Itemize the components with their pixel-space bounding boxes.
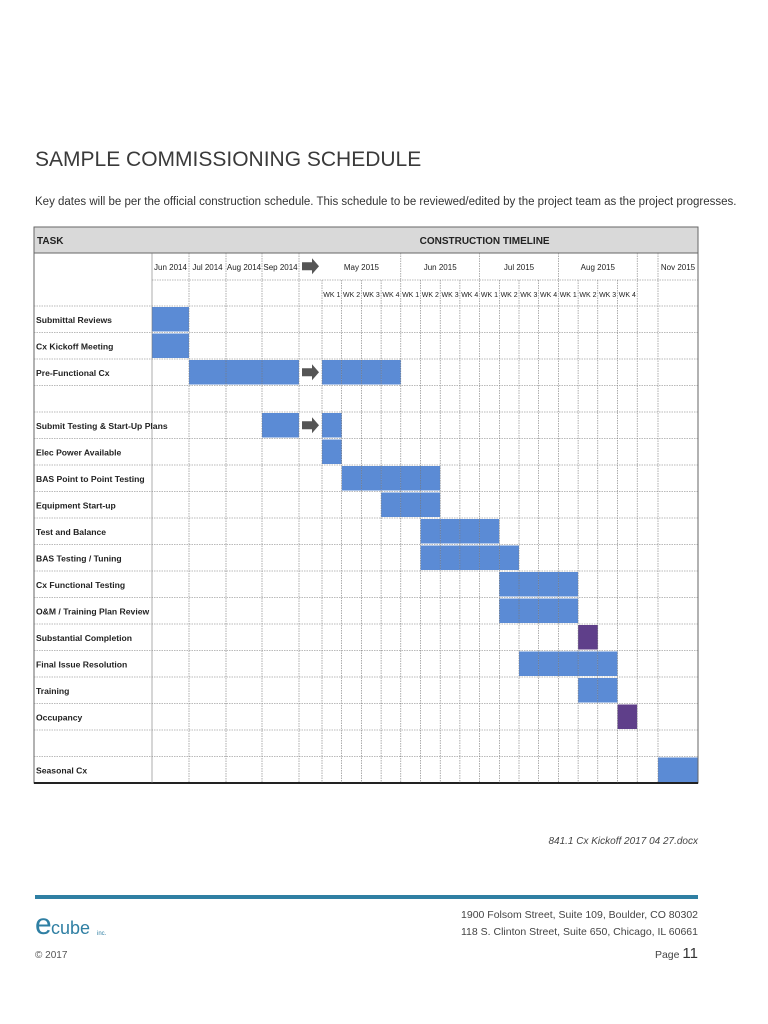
task-label: Elec Power Available (36, 447, 122, 458)
gantt-bar (499, 599, 519, 624)
arrow-icon (302, 417, 319, 433)
week-label: WK 4 (539, 292, 558, 299)
gantt-bar (262, 413, 299, 438)
gantt-bar (322, 413, 342, 438)
gantt-bar (152, 334, 189, 359)
task-label: Cx Kickoff Meeting (36, 341, 114, 352)
footer-divider (35, 895, 698, 899)
week-label: WK 2 (421, 292, 439, 299)
gantt-bar (401, 466, 421, 491)
logo-text: cube (51, 918, 91, 938)
task-label: Final Issue Resolution (36, 659, 128, 670)
task-label: Cx Functional Testing (36, 580, 126, 590)
week-label: WK 2 (342, 292, 361, 299)
gantt-bar (342, 360, 362, 385)
week-label: WK 1 (559, 292, 577, 299)
gantt-bar (440, 546, 460, 571)
page-subtitle: Key dates will be per the official construction schedule. This schedule to be reviewed/edited by the project team as the project progresses. (35, 196, 737, 208)
month-label: Jun 2015 (423, 263, 457, 272)
gantt-bar (421, 519, 441, 544)
arrow-icon (302, 258, 319, 274)
page-title: SAMPLE COMMISSIONING SCHEDULE (35, 148, 422, 171)
task-label: O&M / Training Plan Review (36, 606, 150, 617)
week-label: WK 3 (599, 292, 617, 299)
month-label: Aug 2015 (580, 263, 615, 272)
gantt-bar (440, 519, 460, 544)
week-label: WK 3 (441, 292, 459, 299)
week-label: WK 4 (461, 292, 479, 299)
gantt-bar (480, 519, 500, 544)
gantt-bar (499, 572, 519, 597)
gantt-bar (539, 599, 559, 624)
timeline-header: CONSTRUCTION TIMELINE (419, 236, 550, 247)
week-label: WK 3 (520, 292, 538, 299)
document-reference: 841.1 Cx Kickoff 2017 04 27.docx (548, 836, 698, 847)
gantt-bar (598, 652, 618, 677)
week-label: WK 4 (618, 292, 636, 299)
task-label: Seasonal Cx (36, 765, 88, 776)
address-chicago: 118 S. Clinton Street, Suite 650, Chicago, IL 60661 (461, 926, 698, 938)
arrow-icon (302, 364, 319, 380)
gantt-bar (519, 652, 539, 677)
gantt-milestone (578, 625, 598, 650)
task-label: BAS Point to Point Testing (36, 474, 145, 484)
week-label: WK 2 (500, 292, 518, 299)
logo-suffix: inc. (97, 931, 107, 937)
month-label: May 2015 (343, 263, 379, 272)
task-label: Substantial Completion (36, 633, 132, 643)
gantt-bar (381, 466, 401, 491)
gantt-bar (421, 546, 441, 571)
gantt-bar (658, 758, 698, 783)
gantt-bar (189, 360, 226, 385)
gantt-bar (322, 360, 342, 385)
gantt-bar (539, 572, 559, 597)
week-label: WK 4 (382, 292, 400, 299)
header-background (34, 227, 698, 253)
month-label: Jul 2014 (192, 263, 223, 272)
task-header: TASK (37, 236, 64, 247)
week-label: WK 1 (480, 292, 499, 299)
task-label: Pre-Functional Cx (36, 368, 110, 378)
gantt-bar (421, 466, 441, 491)
ecube-logo (35, 902, 115, 942)
week-label: WK 1 (323, 292, 341, 299)
gantt-bar (578, 652, 598, 677)
gantt-bar (421, 493, 441, 518)
week-label: WK 2 (579, 292, 597, 299)
task-label: Occupancy (36, 712, 83, 723)
gantt-bar (361, 466, 381, 491)
gantt-bar (381, 493, 401, 518)
logo-e: e (35, 908, 52, 941)
page-number: 11 (682, 945, 698, 962)
page-label: Page (654, 949, 680, 961)
week-label: WK 1 (402, 292, 420, 299)
month-label: Sep 2014 (263, 263, 298, 272)
gantt-bar (262, 360, 299, 385)
task-label: Training (36, 686, 70, 696)
page-indicator (655, 945, 698, 962)
gantt-bar (558, 572, 578, 597)
month-label: Aug 2014 (226, 263, 262, 272)
task-label: Test and Balance (36, 527, 107, 537)
month-label: Jul 2015 (503, 263, 535, 272)
gantt-milestone (618, 705, 638, 730)
month-label: Nov 2015 (660, 263, 696, 272)
gantt-bar (539, 652, 559, 677)
gantt-bar (519, 599, 539, 624)
gantt-bar (361, 360, 381, 385)
gantt-bar (519, 572, 539, 597)
gantt-bar (460, 546, 480, 571)
week-label: WK 3 (362, 292, 380, 299)
address-boulder: 1900 Folsom Street, Suite 109, Boulder, CO 80302 (461, 909, 698, 921)
task-label: Submittal Reviews (36, 315, 112, 325)
task-label: BAS Testing / Tuning (36, 553, 122, 564)
gantt-bar (381, 360, 401, 385)
gantt-bar (480, 546, 500, 571)
gantt-bar (226, 360, 262, 385)
gantt-bar (322, 440, 342, 465)
task-label: Submit Testing & Start-Up Plans (36, 421, 168, 431)
gantt-bar (578, 678, 598, 703)
task-label: Equipment Start-up (36, 500, 116, 511)
gantt-bar (558, 652, 578, 677)
gantt-bar (499, 546, 519, 571)
gantt-bar (152, 307, 189, 332)
gantt-bar (342, 466, 362, 491)
month-label: Jun 2014 (154, 263, 187, 272)
copyright: © 2017 (35, 950, 68, 961)
gantt-bar (460, 519, 480, 544)
gantt-bar (401, 493, 421, 518)
gantt-bar (598, 678, 618, 703)
gantt-bar (558, 599, 578, 624)
